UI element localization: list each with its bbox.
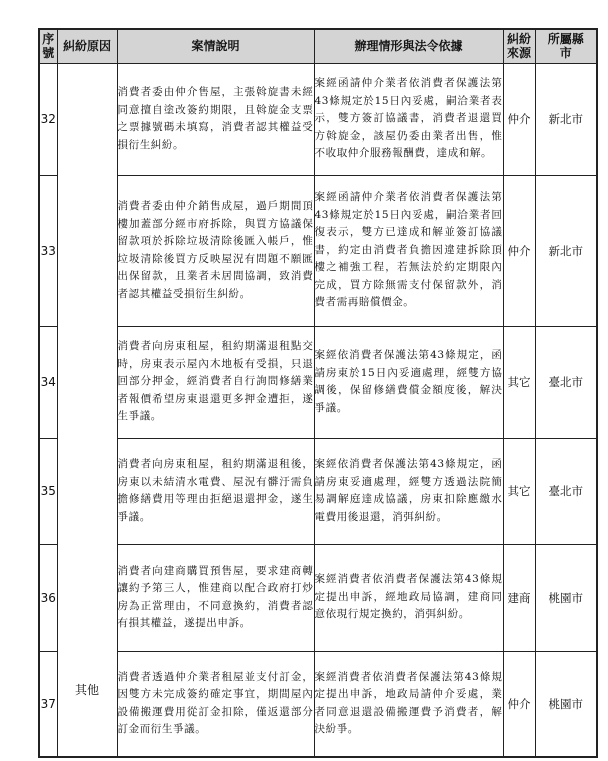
table-row (39, 175, 597, 326)
row-city: 臺北市 (535, 438, 597, 544)
row-handling: 案經消費者依消費者保護法第43條規定提出申訴，地政局請仲介妥處，業者同意退還設備搬運費予消費者，解決紛爭。 (314, 651, 503, 757)
row-city: 桃園市 (535, 544, 597, 651)
row-source: 其它 (503, 326, 535, 438)
table-row (39, 63, 597, 175)
header-source-line2: 來源 (506, 46, 531, 61)
header-county-line2: 市 (559, 46, 572, 61)
header-source (503, 29, 535, 63)
table-row (39, 438, 597, 544)
row-city: 桃園市 (535, 651, 597, 757)
row-description: 消費者向房東租屋，租約期滿退租後，房東以未結清水電費、屋況有髒汙需負擔修繕費用等理由拒絕退還押金，遂生爭議。 (117, 438, 314, 544)
row-description: 消費者透過仲介業者租屋並支付訂金，因雙方未完成簽約確定事宜，期間屋內設備搬運費用從訂金扣除，僅返還部分訂金而衍生爭議。 (117, 651, 314, 757)
row-source: 其它 (503, 438, 535, 544)
row-handling: 案經消費者依消費者保護法第43條規定提出申訴，經地政局協調，建商同意依現行規定換約，消弭糾紛。 (314, 544, 503, 651)
header-desc: 案情說明 (117, 29, 314, 63)
row-city: 臺北市 (535, 326, 597, 438)
row-number: 32 (39, 63, 57, 175)
row-description: 消費者向建商購買預售屋，要求建商轉讓約予第三人，惟建商以配合政府打炒房為正當理由，不同意換約，消費者認有損其權益，遂提出申訴。 (117, 544, 314, 651)
disputes-table (38, 28, 598, 758)
row-number: 36 (39, 544, 57, 651)
row-number: 37 (39, 651, 57, 757)
row-number: 35 (39, 438, 57, 544)
table-header-row (39, 29, 597, 63)
row-handling: 案經依消費者保護法第43條規定，函請房東妥適處理，經雙方透過法院簡易調解庭達成協議，房東扣除應繳水電費用後退還，消弭糾紛。 (314, 438, 503, 544)
row-handling: 案經函請仲介業者依消費者保護法第43條規定於15日內妥處，嗣洽業者表示，雙方簽訂協議書，消費者退還買方斡旋金，該屋仍委由業者出售，惟不收取仲介服務報酬費，達成和解。 (314, 63, 503, 175)
header-source-line1: 糾紛 (506, 32, 531, 47)
row-description: 消費者委由仲介售屋，主張斡旋書未經同意擅自塗改簽約期限，且斡旋金支票之票據號碼未填寫，消費者認其權益受損衍生糾紛。 (117, 63, 314, 175)
row-handling: 案經依消費者保護法第43條規定，函請房東於15日內妥適處理，經雙方協調後，保留修繕費償金額度後，解決爭議。 (314, 326, 503, 438)
row-city: 新北市 (535, 175, 597, 326)
table-row (39, 544, 597, 651)
row-number: 33 (39, 175, 57, 326)
table-row (39, 326, 597, 438)
header-county-line1: 所屬縣 (547, 32, 584, 47)
category-cell: 其他 (57, 63, 117, 757)
row-number: 34 (39, 326, 57, 438)
row-source: 仲介 (503, 651, 535, 757)
header-seq: 序號 (39, 29, 57, 63)
header-cause: 糾紛原因 (57, 29, 117, 63)
table-row (39, 651, 597, 757)
row-handling: 案經函請仲介業者依消費者保護法第43條規定於15日內妥處，嗣洽業者回復表示，雙方已達成和解並簽訂協議書，約定由消費者負擔因違建拆除頂樓之補強工程，若無法於約定期限內完成，買方除無需支付保留款外，消費者需再賠償價金。 (314, 175, 503, 326)
row-description: 消費者向房東租屋，租約期滿退租點交時，房東表示屋內木地板有受損，只退回部分押金，經消費者自行詢問修繕業者報價希望房東退還更多押金遭拒，遂生爭議。 (117, 326, 314, 438)
row-description: 消費者委由仲介銷售成屋，過戶期間頂樓加蓋部分經市府拆除，與買方協議保留款項於拆除垃圾清除後匯入帳戶，惟垃圾清除後買方反映屋況有問題不願匯出保留款，且業者未居間協調，致消費者認其權益受損衍生糾紛。 (117, 175, 314, 326)
row-source: 仲介 (503, 63, 535, 175)
row-source: 建商 (503, 544, 535, 651)
header-handling: 辦理情形與法令依據 (314, 29, 503, 63)
header-county (535, 29, 597, 63)
row-city: 新北市 (535, 63, 597, 175)
row-source: 仲介 (503, 175, 535, 326)
